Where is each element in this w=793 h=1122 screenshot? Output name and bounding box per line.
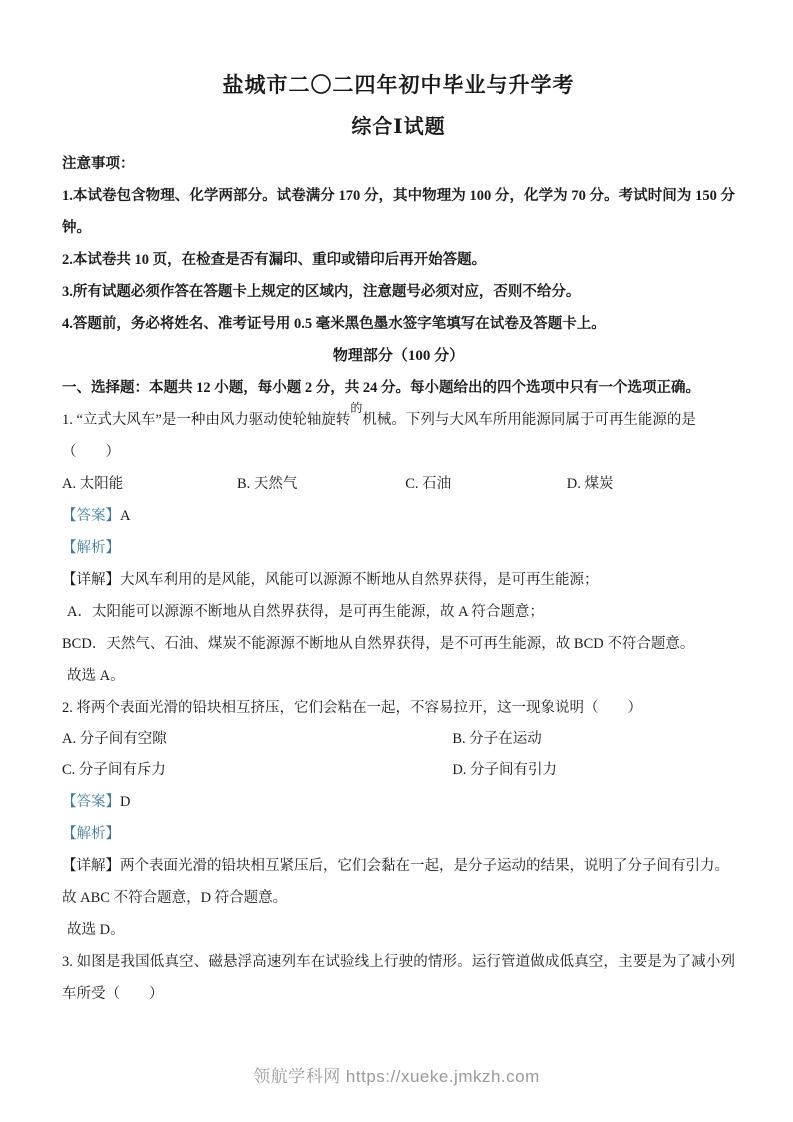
question-1-answer [62, 500, 735, 532]
question-2-option-c: C. 分子间有斥力 [62, 762, 166, 778]
question-2-analysis [62, 818, 735, 850]
notice-header: 注意事项： [62, 156, 135, 172]
question-2-options [62, 724, 735, 786]
part-header: 一、选择题：本题共 12 小题，每小题 2 分，共 24 分。每小题给出的四个选项中只有一个选项正确。 [62, 380, 700, 396]
question-2-detail-2: 故 ABC 不符合题意，D 符合题意。 [62, 890, 288, 906]
question-2-detail-3: 故选 D。 [67, 922, 125, 938]
notice-item-1: 1.本试卷包含物理、化学两部分。试卷满分 170 分，其中物理为 100 分，化学为 70 分。考试时间为 150 分钟。 [62, 188, 735, 236]
question-1-stem-text: 1. “立式大风车”是一种由风力驱动使轮轴旋转 [62, 412, 351, 428]
section-header: 物理部分（100 分） [332, 348, 465, 364]
answer-marker: 【答案】 [62, 794, 120, 810]
question-2-option-a: A. 分子间有空隙 [62, 731, 167, 747]
analysis-marker: 【解析】 [62, 826, 120, 842]
question-1-option-d: D. 煤炭 [566, 476, 614, 492]
doc-subtitle: 综合Ⅰ试题 [351, 116, 446, 138]
question-1-detail-3: BCD．天然气、石油、煤炭不能源源不断地从自然界获得，是不可再生能源，故 BCD 不符合题意。 [62, 636, 695, 652]
question-1-option-a: A. 太阳能 [62, 476, 124, 492]
question-2-answer [62, 786, 735, 818]
question-1-detail-4: 故选 A。 [67, 668, 125, 684]
question-2-option-b: B. 分子在运动 [452, 731, 542, 747]
question-1-options [62, 468, 735, 500]
question-1-detail-1: 【详解】大风车利用的是风能，风能可以源源不断地从自然界获得，是可再生能源； [62, 572, 599, 588]
answer-value: A [120, 508, 131, 524]
question-1-detail-2: A．太阳能可以源源不断地从自然界获得，是可再生能源，故 A 符合题意； [67, 604, 544, 620]
question-2-stem: 2. 将两个表面光滑的铅块相互挤压，它们会粘在一起，不容易拉开，这一现象说明（ ） [62, 700, 642, 716]
notice-item-3: 3.所有试题必须作答在答题卡上规定的区域内，注意题号必须对应，否则不给分。 [62, 284, 581, 300]
question-1-stem [62, 401, 735, 436]
doc-title: 盐城市二〇二四年初中毕业与升学考 [222, 73, 575, 97]
question-1-stem-superscript: 的 [350, 401, 363, 416]
question-3-stem: 3. 如图是我国低真空、磁悬浮高速列车在试验线上行驶的情形。运行管道做成低真空，主要是为了减小列车所受（ ） [62, 954, 735, 1002]
answer-value: D [120, 794, 131, 810]
question-1-stem-text-after: 机械。下列与大风车所用能源同属于可再生能源的是 [362, 412, 696, 428]
analysis-marker: 【解析】 [62, 540, 120, 556]
watermark-text: 领航学科网 https://xueke.jmkzh.com [253, 1067, 540, 1086]
question-1-analysis [62, 532, 735, 564]
notice-item-4: 4.答题前，务必将姓名、准考证号用 0.5 毫米黑色墨水签字笔填写在试卷及答题卡上。 [62, 316, 606, 332]
question-1-option-c: C. 石油 [405, 476, 452, 492]
question-2-detail-1: 【详解】两个表面光滑的铅块相互紧压后，它们会黏在一起，是分子运动的结果，说明了分子间有引力。 [62, 858, 729, 874]
question-1-paren: （ ） [62, 444, 120, 460]
question-2-option-d: D. 分子间有引力 [452, 762, 558, 778]
answer-marker: 【答案】 [62, 508, 120, 524]
notice-item-2: 2.本试卷共 10 页，在检查是否有漏印、重印或错印后再开始答题。 [62, 252, 487, 268]
question-1-option-b: B. 天然气 [236, 476, 298, 492]
